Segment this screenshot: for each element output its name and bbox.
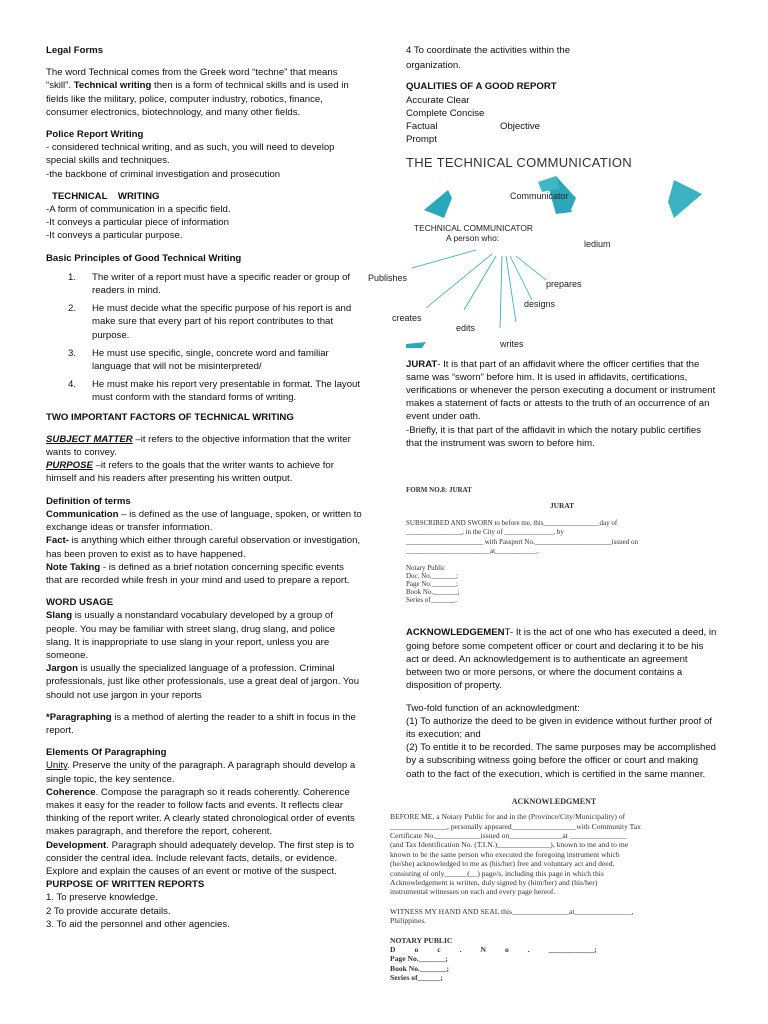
jargon-def: Jargon is usually the specialized language of a profession. Criminal professionals, just like other professionals, use a great deal of jargon. You should not use jargon in your reports bbox=[46, 663, 360, 701]
writes-label: writes bbox=[500, 338, 524, 349]
philippines-line: Philippines. bbox=[390, 916, 427, 926]
form-line: ______________________ with Passport No.______________________issued on bbox=[406, 537, 638, 546]
list-item: 3. To aid the personnel and other agencies. bbox=[46, 918, 230, 930]
slang-def: Slang is usually a nonstandard vocabulary developed by a group of people. You may be familiar with street slang, drug slang, and police slang. It is inappropriate to use slang in your report, unless you are someone. bbox=[46, 610, 336, 661]
form-line: ________________, in the City of ______________, by bbox=[406, 528, 564, 537]
witness-line: WITNESS MY HAND AND SEAL this_______________at_______________, bbox=[390, 906, 634, 916]
connector-line bbox=[426, 254, 492, 308]
connector-line bbox=[506, 256, 516, 322]
form-line: consisting of only______(__) page/s, including this page in which this bbox=[390, 868, 604, 878]
form-line: ________________________at____________. bbox=[406, 547, 539, 556]
principles-list bbox=[46, 271, 362, 405]
form-line: (he/she) acknowledged to me as (his/her) free and voluntary act and deed, bbox=[390, 859, 615, 869]
creates-label: creates bbox=[392, 312, 422, 323]
fact-def: Fact- is anything which either through careful observation or investigation, has been proven to exist as to have happened. bbox=[46, 535, 361, 560]
form-line: BEFORE ME, a Notary Public for and in the (Province/City/Municipality) of bbox=[390, 812, 626, 822]
page-no: Page No._______; bbox=[406, 580, 459, 589]
purpose-reports-title: PURPOSE OF WRITTEN REPORTS bbox=[46, 879, 205, 891]
tw-line-3: -It conveys a particular purpose. bbox=[46, 230, 183, 242]
arrow-shape bbox=[424, 190, 452, 218]
subject-matter: SUBJECT MATTER –it refers to the objective information that the writer wants to convey. bbox=[46, 433, 351, 459]
word-usage-title: WORD USAGE bbox=[46, 597, 114, 609]
legal-forms-title: Legal Forms bbox=[46, 45, 104, 56]
twofold-title: Two-fold function of an acknowledgment: bbox=[406, 702, 580, 714]
form-line: known to be the same person who executed the foregoing instrument which bbox=[390, 849, 620, 859]
police-title: Police Report Writing bbox=[46, 129, 144, 141]
arrow-shape bbox=[668, 180, 702, 218]
arrow-shape bbox=[406, 342, 426, 348]
doc-no: D o c . N o . ____________; bbox=[390, 945, 597, 954]
jurat-def: JURAT- It is that part of an affidavit where the officer certifies that the same was “sworn” before him. It is used in affidavits, certifications, verifications or whenever the person executing a document or instrument makes a statement of facts or attests to the truth of an occurrence of an event under oath. bbox=[406, 358, 716, 423]
medium-label: ledium bbox=[584, 238, 611, 249]
purpose-4-line-1: 4 To coordinate the activities within the bbox=[406, 45, 571, 56]
police-line-1: - considered technical writing, and as such, you will need to develop special skills and techniques. bbox=[46, 142, 335, 167]
unity-def: Unity. Preserve the unity of the paragraph. A paragraph should develop a single topic, the key sentence. bbox=[46, 760, 356, 785]
definition-title: Definition of terms bbox=[46, 495, 131, 507]
police-line-2: -the backbone of criminal investigation and prosecution bbox=[46, 168, 281, 180]
technical-communicator-diagram bbox=[368, 172, 718, 349]
center-label-2: A person who: bbox=[446, 232, 500, 243]
list-item: 1. To preserve knowledge. bbox=[46, 892, 158, 904]
connector-line bbox=[412, 250, 476, 268]
jurat-brief: -Briefly, it is that part of the affidavit in which the notary public certifies that the instrument was sworn to before him. bbox=[406, 424, 702, 449]
center-label-1: TECHNICAL COMMUNICATOR bbox=[414, 222, 533, 233]
development-def: Development. Paragraph should adequately develop. The first step is to consider the central idea. Include relevant facts, details, or evidence. Explore and explain the causes of an event or motive of the suspect. bbox=[46, 839, 355, 877]
elements-title: Elements Of Paragraphing bbox=[46, 747, 167, 759]
principles-title: Basic Principles of Good Technical Writing bbox=[46, 252, 242, 264]
left-column bbox=[46, 44, 362, 931]
form-line: Acknowledgement is written, duly signed by (him/her) and (his/her) bbox=[390, 877, 598, 887]
paragraphing-def: *Paragraphing is a method of alerting the reader to a shift in focus in the report. bbox=[46, 711, 356, 736]
notary-public-heading: NOTARY PUBLIC bbox=[390, 935, 453, 945]
prepares-label: prepares bbox=[546, 278, 582, 289]
twofold-2: (2) To entitle it to be recorded. The same purposes may be accomplished by a subscribing witness going before the officer or court and making oath to the fact of the execution, which is certified in the same manner. bbox=[406, 742, 717, 780]
form-line: Certificate No.____________issued on______________at _______________ bbox=[390, 830, 627, 840]
book-no: Book No._______; bbox=[390, 963, 450, 973]
tw-line-1: -A form of communication in a specific field. bbox=[46, 204, 231, 216]
connector-line bbox=[510, 256, 532, 300]
tw-title: TECHNICAL WRITING bbox=[52, 190, 160, 202]
page-no: Page No._______; bbox=[390, 954, 448, 964]
factors-title: TWO IMPORTANT FACTORS OF TECHNICAL WRITING bbox=[46, 411, 294, 423]
notary-public: Notary Public bbox=[406, 564, 446, 573]
list-item: 3. He must use specific, single, concrete word and familiar language that will not be misinterpreted/ bbox=[68, 347, 329, 373]
intro-bold: Technical writing bbox=[73, 80, 152, 92]
communicator-label: Communicator bbox=[510, 190, 569, 201]
list-item: 4. He must make his report very presentable in format. The layout must conform with the standard forms of writing. bbox=[68, 379, 361, 404]
doc-no: Doc. No._______; bbox=[406, 572, 458, 581]
coherence-def: Coherence. Compose the paragraph so it reads coherently. Coherence makes it easy for the reader to follow facts and events. It reflects clear thinking of the report writer. A clearly stated chronological order of events makes paragraph, and therefore the report, coherent. bbox=[46, 786, 355, 838]
form-line: SUBSCRIBED AND SWORN to before me, this________________day of bbox=[406, 518, 618, 527]
right-column bbox=[368, 44, 718, 983]
purpose: PURPOSE –it refers to the goals that the writer wants to achieve for himself and his readers after presenting his written output. bbox=[46, 460, 334, 485]
intro-paragraph: The word Technical comes from the Greek word “techne” that means “skill”. Technical writing then is a form of technical skills and is used in fields like the military, police, computer industry, robotics, finance, consumer electronics, biotechnology, and many other fields. bbox=[46, 67, 349, 118]
form-line: instrumental witnesses on each and every page hereof. bbox=[390, 887, 556, 897]
tc-title: THE TECHNICAL COMMUNICATION bbox=[406, 155, 632, 171]
ack-form-heading: ACKNOWLEDGMENT bbox=[511, 796, 597, 806]
book-no: Book No._______; bbox=[406, 588, 460, 597]
list-item: 2. He must decide what the specific purpose of his report is and make sure that every part of his report contributes to that purpose. bbox=[68, 303, 352, 341]
qualities-title: QUALITIES OF A GOOD REPORT bbox=[406, 81, 557, 93]
series-of: Series of_______. bbox=[406, 596, 457, 605]
form-line: _______________, personally appeared_________________with Community Tax bbox=[390, 821, 641, 831]
acknowledgment-form bbox=[390, 797, 718, 983]
qualities-row: Factual Objective bbox=[406, 121, 540, 133]
designs-label: designs bbox=[524, 298, 556, 309]
edits-label: edits bbox=[456, 322, 476, 333]
note-taking-def: Note Taking - is defined as a brief notation concerning specific events that are recorded while fresh in your mind and used to prepare a report. bbox=[46, 561, 350, 586]
qualities-row: Prompt bbox=[406, 134, 437, 146]
form-number: FORM NO.8: JURAT bbox=[406, 486, 472, 495]
acknowledgement-def: ACKNOWLEDGEMENT- It is the act of one who has executed a deed, in going before some competent officer or court and declaring it to be his act or deed. An acknowledgement is to authenticate an agreement between two or more persons, or where the document contains a disposition of property. bbox=[406, 627, 717, 692]
twofold-1: (1) To authorize the deed to be given in evidence without further proof of its execution; and bbox=[406, 715, 712, 740]
communication-def: Communication – is defined as the use of language, spoken, or written to exchange ideas or transfer information. bbox=[46, 508, 362, 534]
list-item: 2 To provide accurate details. bbox=[46, 905, 171, 917]
tw-line-2: -It conveys a particular piece of information bbox=[46, 217, 229, 229]
jurat-heading: JURAT bbox=[549, 501, 575, 511]
list-item: 1. The writer of a report must have a specific reader or group of readers in mind. bbox=[68, 271, 351, 297]
purpose-4-line-2: organization. bbox=[406, 60, 461, 72]
qualities-row: Complete Concise bbox=[406, 107, 485, 119]
connector-line bbox=[500, 256, 502, 328]
publishes-label: Publishes bbox=[368, 272, 408, 283]
qualities-row: Accurate Clear bbox=[406, 94, 470, 106]
jurat-form bbox=[406, 486, 718, 604]
series-of: Series of______; bbox=[390, 973, 443, 983]
form-line: (and Tax Identification No. (T.I.N.)______________), known to me and to me bbox=[390, 840, 629, 850]
